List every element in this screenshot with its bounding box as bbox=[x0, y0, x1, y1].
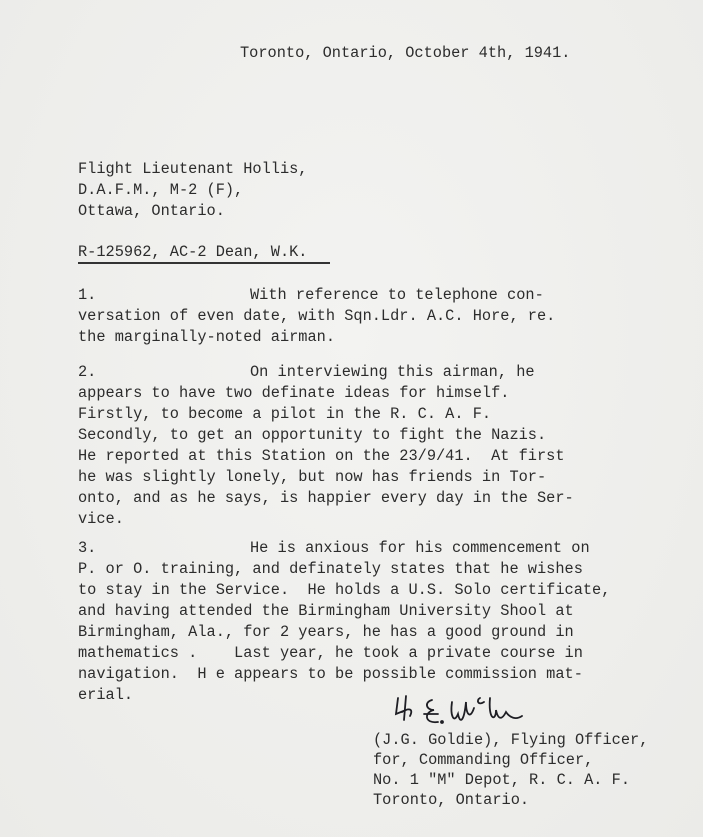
paragraph-line: he was slightly lonely, but now has friends in Tor- bbox=[78, 468, 547, 486]
paragraph-line: erial. bbox=[78, 686, 134, 704]
date-line: Toronto, Ontario, October 4th, 1941. bbox=[240, 44, 571, 62]
reference-underline bbox=[78, 262, 330, 264]
signatory-line: Toronto, Ontario. bbox=[373, 791, 530, 809]
handwritten-signature bbox=[392, 690, 572, 735]
paragraph-number: 3. bbox=[78, 539, 97, 557]
paragraph-line: Secondly, to get an opportunity to fight the Nazis. bbox=[78, 426, 547, 444]
signatory-name: (J.G. Goldie), Flying Officer, bbox=[373, 731, 649, 749]
reference-line: R-125962, AC-2 Dean, W.K. bbox=[78, 243, 308, 261]
paragraph-line: He is anxious for his commencement on bbox=[250, 539, 590, 557]
paragraph-line: to stay in the Service. He holds a U.S. Solo certificate, bbox=[78, 581, 611, 599]
paragraph-line: Firstly, to become a pilot in the R. C. A. F. bbox=[78, 405, 492, 423]
address-line: D.A.F.M., M-2 (F), bbox=[78, 181, 244, 199]
paragraph-line: With reference to telephone con- bbox=[250, 286, 544, 304]
paragraph-line: On interviewing this airman, he bbox=[250, 363, 535, 381]
paragraph-line: appears to have two definate ideas for himself. bbox=[78, 384, 510, 402]
paragraph-line: P. or O. training, and definately states that he wishes bbox=[78, 560, 583, 578]
paragraph-line: versation of even date, with Sqn.Ldr. A.C. Hore, re. bbox=[78, 307, 556, 325]
paragraph-line: vice. bbox=[78, 510, 124, 528]
paragraph-line: navigation. H e appears to be possible commission mat- bbox=[78, 665, 583, 683]
paragraph-line: the marginally-noted airman. bbox=[78, 328, 336, 346]
paragraph-number: 2. bbox=[78, 363, 97, 381]
signatory-line: for, Commanding Officer, bbox=[373, 751, 594, 769]
paragraph-line: onto, and as he says, is happier every day in the Ser- bbox=[78, 489, 574, 507]
paragraph-line: Birmingham, Ala., for 2 years, he has a good ground in bbox=[78, 623, 574, 641]
paragraph-line: mathematics . Last year, he took a private course in bbox=[78, 644, 583, 662]
paragraph-number: 1. bbox=[78, 286, 97, 304]
signatory-line: No. 1 "M" Depot, R. C. A. F. bbox=[373, 771, 631, 789]
paragraph-line: and having attended the Birmingham University Shool at bbox=[78, 602, 574, 620]
paragraph-line: He reported at this Station on the 23/9/41. At first bbox=[78, 447, 565, 465]
address-line: Ottawa, Ontario. bbox=[78, 202, 225, 220]
address-line: Flight Lieutenant Hollis, bbox=[78, 160, 308, 178]
